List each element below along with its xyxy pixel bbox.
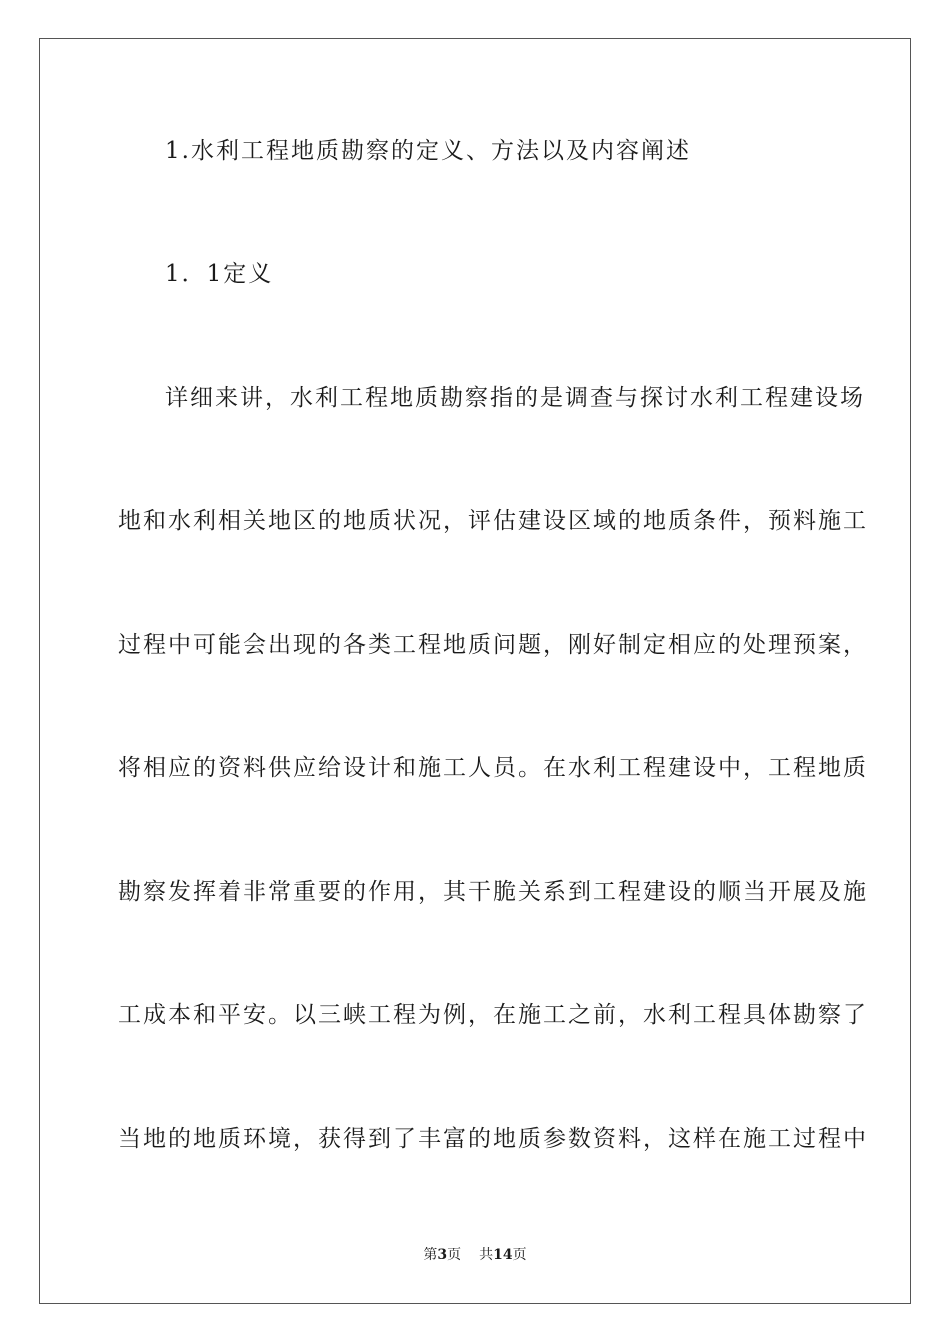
paragraph-line: 勘察发挥着非常重要的作用，其干脆关系到工程建设的顺当开展及施: [118, 879, 868, 905]
paragraph-line: 将相应的资料供应给设计和施工人员。在水利工程建设中，工程地质: [118, 755, 868, 781]
page-number-current: 3: [437, 1247, 448, 1263]
page-number-suffix: 页: [447, 1247, 462, 1263]
paragraph-line: 过程中可能会出现的各类工程地质问题，刚好制定相应的处理预案，: [118, 632, 868, 658]
page-footer: [0, 1246, 950, 1264]
page-number-prefix: 第: [423, 1247, 438, 1263]
section-heading: 1.水利工程地质勘察的定义、方法以及内容阐述: [165, 138, 691, 164]
paragraph-line: 详细来讲，水利工程地质勘察指的是调查与探讨水利工程建设场: [165, 385, 865, 411]
paragraph-line: 地和水利相关地区的地质状况，评估建设区域的地质条件，预料施工: [118, 508, 868, 534]
page-total-suffix: 页: [512, 1247, 527, 1263]
paragraph-line: 当地的地质环境，获得到了丰富的地质参数资料，这样在施工过程中: [118, 1126, 868, 1152]
page-frame: [39, 38, 911, 1304]
page-total-prefix: 共: [479, 1247, 494, 1263]
subsection-heading: 1．1定义: [165, 261, 274, 287]
page-total-count: 14: [493, 1247, 513, 1263]
paragraph-line: 工成本和平安。以三峡工程为例，在施工之前，水利工程具体勘察了: [118, 1002, 868, 1028]
